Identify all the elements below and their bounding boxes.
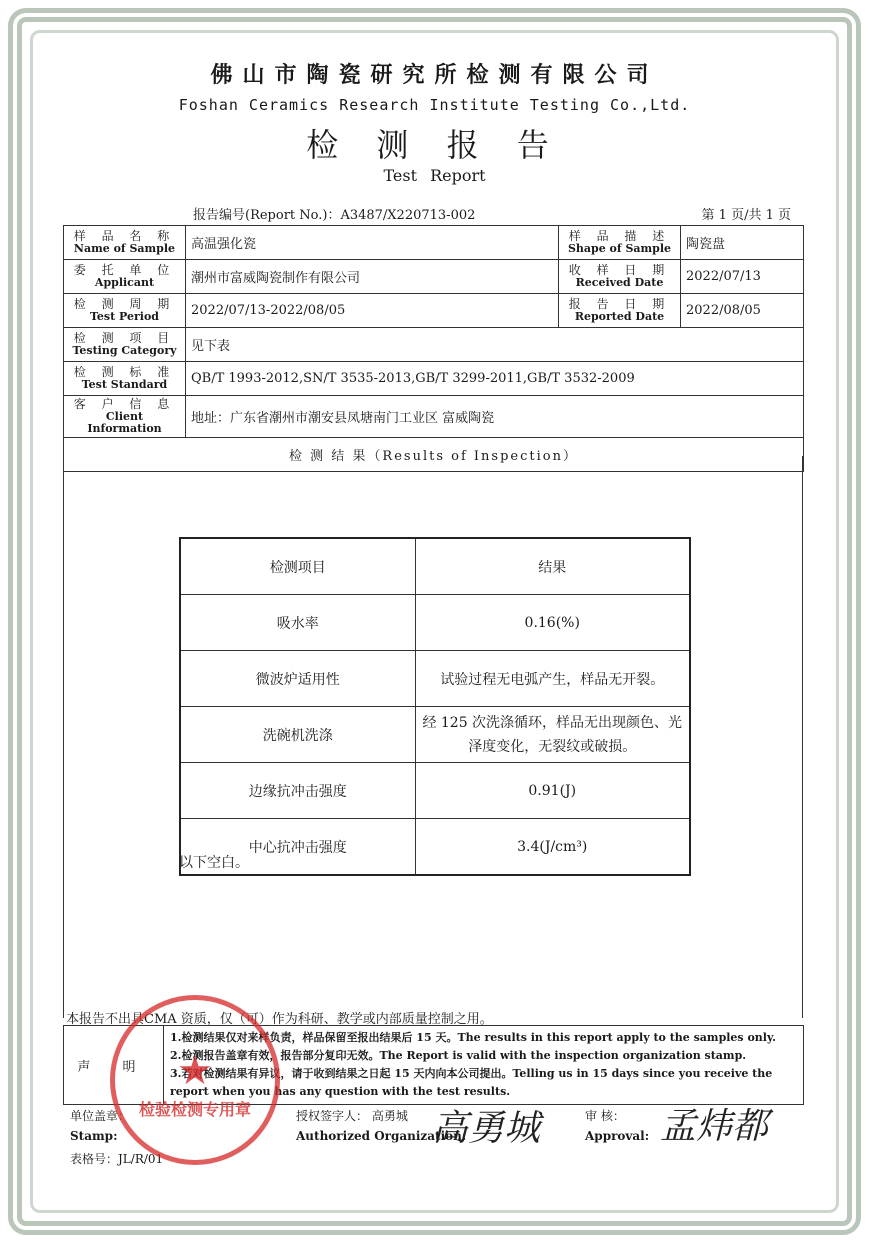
result-value: 试验过程无电弧产生，样品无开裂。 [415,651,690,707]
label-client-info: 客 户 信 息 Client Information [64,396,186,438]
stamp-label: 单位盖章： Stamp: [70,1109,131,1143]
column-header-result: 结果 [415,538,690,595]
table-row [180,819,690,876]
declaration-line: 1.检测结果仅对来样负责，样品保留至报出结果后 15 天。The results in this report apply to the samples only. [170,1031,776,1044]
value-shape: 陶瓷盘 [681,226,804,260]
authorized-signatory: 授权签字人： 高勇城 Authorized Organization: [296,1109,467,1143]
results-heading: 检 测 结 果（Results of Inspection） [64,438,804,472]
table-row [180,763,690,819]
form-number: 表格号：JL/R/01 [70,1152,164,1166]
label-test-standard: 检 测 标 准 Test Standard [64,362,186,396]
value-sample-name: 高温强化瓷 [186,226,559,260]
declaration-line: 2.检测报告盖章有效，报告部分复印无效。The Report is valid with the inspection organization stamp. [170,1049,747,1062]
declaration-line: report when you has any question with the test results. [170,1085,511,1098]
table-row [64,362,804,396]
company-name-cn: 佛山市陶瓷研究所检测有限公司 [210,62,659,88]
result-value: 0.16(%) [415,595,690,651]
table-row [64,226,804,260]
result-value: 3.4(J/cm³) [415,819,690,876]
table-row [64,328,804,362]
label-shape: 样 品 描 述 Shape of Sample [559,226,681,260]
label-sample-name: 样 品 名 称 Name of Sample [64,226,186,260]
report-title-cn: 检 测 报 告 [306,126,563,164]
report-number: 报告编号(Report No.)：A3487/X220713-002 [193,208,476,223]
result-value: 经 125 次洗涤循环，样品无出现颜色、光泽度变化，无裂纹或破损。 [415,707,690,763]
approval-signature: 孟炜都 [660,1106,769,1147]
table-row [64,396,804,438]
declaration-line: 3.若对检测结果有异议，请于收到结果之日起 15 天内向本公司提出。Telling us in 15 days since you receive the [170,1067,773,1080]
value-test-standard: QB/T 1993-2012,SN/T 3535-2013,GB/T 3299-2011,GB/T 3532-2009 [186,362,804,396]
label-test-period: 检 测 周 期 Test Period [64,294,186,328]
result-item: 边缘抗冲击强度 [180,763,415,819]
value-applicant: 潮州市富威陶瓷制作有限公司 [186,260,559,294]
result-item: 中心抗冲击强度 [180,819,415,876]
sample-info-table [63,225,804,472]
value-received-date: 2022/07/13 [681,260,804,294]
value-client-info: 地址：广东省潮州市潮安县凤塘南门工业区 富威陶瓷 [186,396,804,438]
seal-text: 检验检测专用章 [138,1099,251,1119]
label-received-date: 收 样 日 期 Received Date [559,260,681,294]
label-applicant: 委 托 单 位 Applicant [64,260,186,294]
results-table [179,537,691,876]
result-item: 吸水率 [180,595,415,651]
result-value: 0.91(J) [415,763,690,819]
table-row [180,651,690,707]
table-row [180,595,690,651]
table-row [64,294,804,328]
company-name-en: Foshan Ceramics Research Institute Testing Co.,Ltd. [178,96,691,114]
table-row [180,707,690,763]
cma-note: 本报告不出具CMA 资质，仅（可）作为科研、教学或内部质量控制之用。 [66,1012,493,1027]
result-item: 微波炉适用性 [180,651,415,707]
approval-label: 审 核： Approval: [585,1109,650,1143]
declaration-label: 声 明 [64,1026,164,1105]
table-row [180,538,690,595]
value-test-period: 2022/07/13-2022/08/05 [186,294,559,328]
value-reported-date: 2022/08/05 [681,294,804,328]
report-title-en: Test Report [383,166,486,185]
value-testing-category: 见下表 [186,328,804,362]
page-count: 第 1 页/共 1 页 [701,208,791,223]
authorized-signature: 高勇城 [432,1108,541,1149]
result-item: 洗碗机洗涤 [180,707,415,763]
column-header-item: 检测项目 [180,538,415,595]
label-reported-date: 报 告 日 期 Reported Date [559,294,681,328]
star-icon: ★ [177,1048,213,1094]
table-row [64,260,804,294]
label-testing-category: 检 测 项 目 Testing Category [64,328,186,362]
blank-below-note: 以下空白。 [179,855,249,871]
official-seal [110,995,280,1165]
